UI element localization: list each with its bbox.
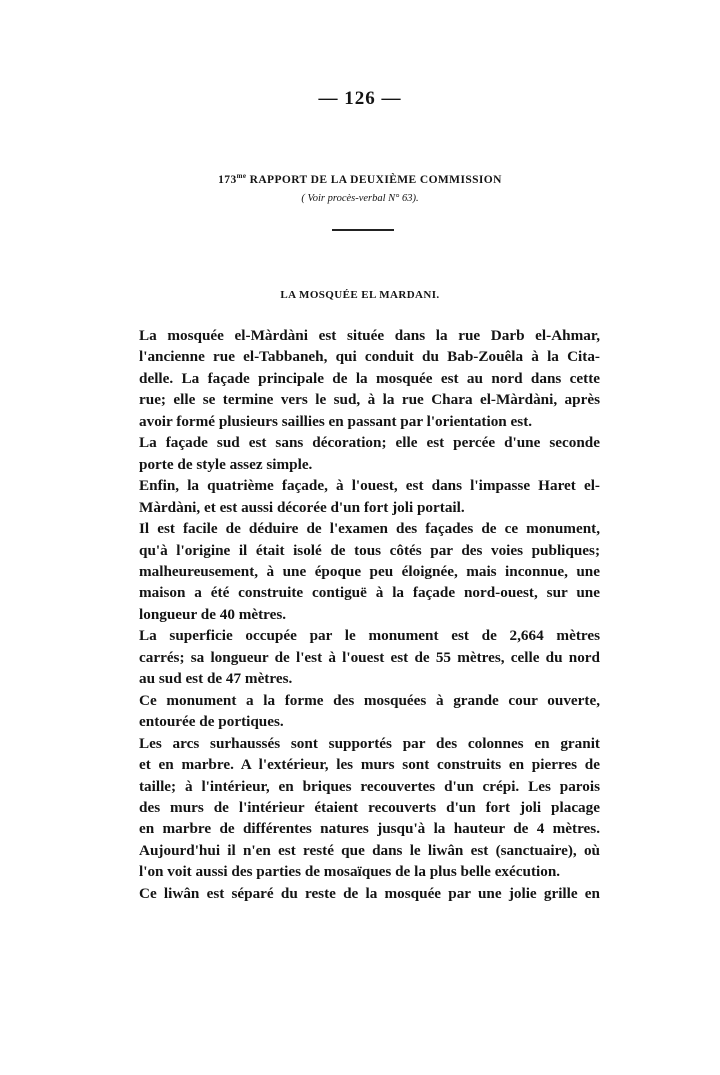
page-number: — 126 — (318, 88, 402, 109)
text-line: maison a été construite contiguë à la façade nord-ouest, sur une (139, 584, 600, 602)
report-reference: ( Voir procès-verbal N° 63). (301, 193, 419, 204)
text-line: qu'à l'origine il était isolé de tous côtés par des voies publiques; (139, 541, 600, 559)
text-line: porte de style assez simple. (139, 455, 313, 473)
text-line: Aujourd'hui il n'en est resté que dans le liwân est (sanctuaire), où (139, 841, 600, 859)
paragraph (122, 325, 600, 432)
text-line: Enfin, la quatrième façade, à l'ouest, est dans l'impasse Haret el- (139, 477, 600, 495)
text-line: Il est facile de déduire de l'examen des façades de ce monument, (139, 520, 600, 538)
text-line: au sud est de 47 mètres. (139, 670, 293, 688)
text-line: delle. La façade principale de la mosquée est au nord dans cette (139, 369, 600, 387)
text-line: rue; elle se termine vers le sud, à la rue Chara el-Màrdàni, après (139, 391, 600, 409)
section-heading: LA MOSQUÉE EL MARDANI. (280, 289, 440, 301)
report-title (0, 172, 720, 186)
text-line: Les arcs surhaussés sont supportés par des colonnes en granit (139, 734, 600, 752)
text-line: La mosquée el-Màrdàni est située dans la rue Darb el-Ahmar, (139, 327, 600, 344)
text-line: Ce liwân est séparé du reste de la mosquée par une jolie grille en (139, 884, 600, 902)
text-line: La façade sud est sans décoration; elle est percée d'une seconde (139, 434, 600, 452)
body-text (122, 325, 600, 904)
paragraph (122, 475, 600, 518)
paragraph (122, 518, 600, 625)
text-line: des murs de l'intérieur étaient recouverts d'un fort joli placage (139, 798, 600, 816)
text-line: l'ancienne rue el-Tabbaneh, qui conduit du Bab-Zouêla à la Cita- (139, 348, 600, 366)
text-line: La superficie occupée par le monument est de 2,664 mètres (139, 627, 600, 645)
paragraph (122, 733, 600, 883)
text-line: Màrdàni, et est aussi décorée d'un fort joli portail. (139, 498, 465, 516)
text-line: entourée de portiques. (139, 713, 284, 731)
paragraph (122, 690, 600, 733)
separator-rule (332, 229, 394, 231)
text-line: longueur de 40 mètres. (139, 605, 287, 623)
text-line: et en marbre. A l'extérieur, les murs sont construits en pierres de (139, 756, 600, 774)
paragraph (122, 883, 600, 904)
report-number: 173 (218, 173, 237, 186)
text-line: taille; à l'intérieur, en briques recouvertes d'un crépi. Les parois (139, 777, 600, 795)
text-line: avoir formé plusieurs saillies en passant par l'orientation est. (139, 412, 533, 430)
report-number-suffix: me (236, 172, 247, 180)
text-line: Ce monument a la forme des mosquées à grande cour ouverte, (139, 691, 600, 709)
text-line: malheureusement, à une époque peu éloignée, mais inconnue, une (139, 562, 600, 580)
text-line: en marbre de différentes natures jusqu'à la hauteur de 4 mètres. (139, 820, 600, 838)
paragraph (122, 625, 600, 689)
paragraph (122, 432, 600, 475)
text-line: carrés; sa longueur de l'est à l'ouest est de 55 mètres, celle du nord (139, 648, 600, 666)
report-title-text: RAPPORT DE LA DEUXIÈME COMMISSION (249, 173, 502, 186)
text-line: l'on voit aussi des parties de mosaïques de la plus belle exécution. (139, 863, 561, 881)
